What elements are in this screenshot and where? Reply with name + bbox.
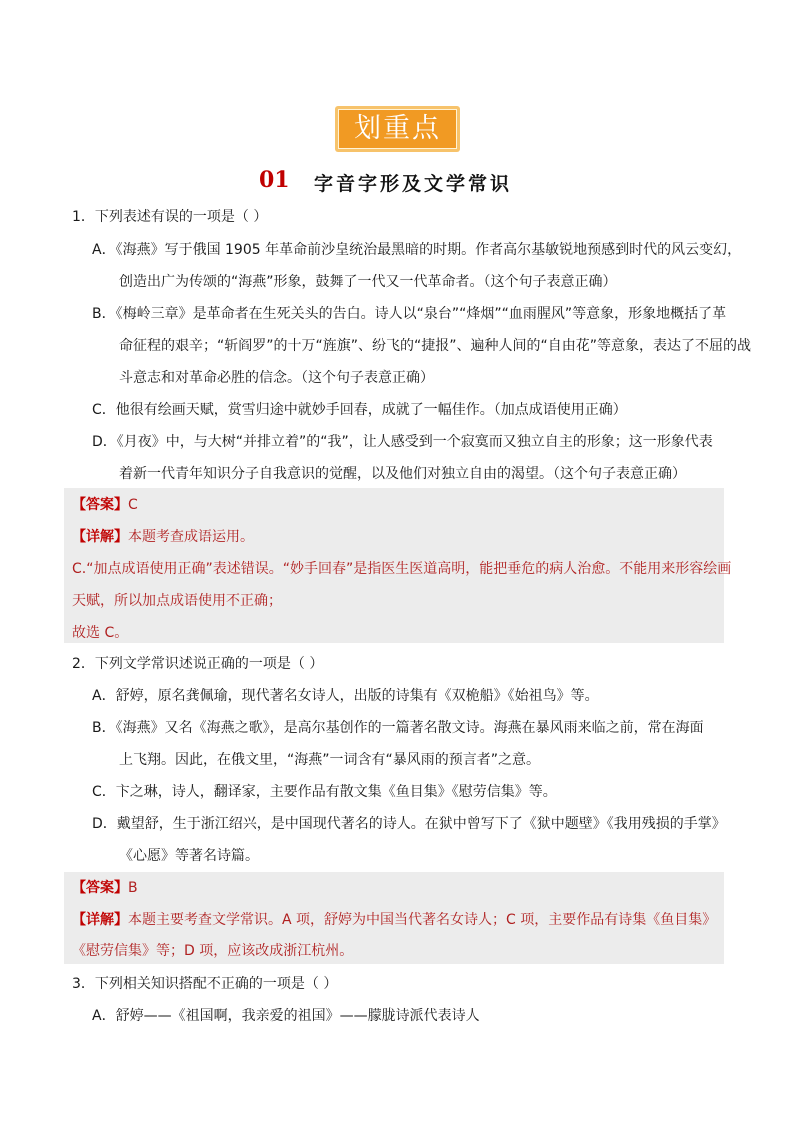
q1-detail-line (72, 527, 254, 547)
question-2-stem: 2．下列文学常识述说正确的一项是（ ） (72, 656, 324, 672)
section-number: 01 (259, 167, 290, 193)
answer-value: C (128, 497, 138, 513)
detail-tag: 【详解】 (72, 912, 128, 928)
section-title: 字音字形及文学常识 (314, 173, 513, 195)
answer-tag: 【答案】 (72, 880, 128, 896)
q1-option-a-line1: A．《海燕》写于俄国 1905 年革命前沙皇统治最黑暗的时期。作者高尔基敏锐地预感到时代的风云变幻， (92, 242, 742, 258)
q2-option-d-line1: D．戴望舒，生于浙江绍兴，是中国现代著名的诗人。在狱中曾写下了《狱中题壁》《我用残损的手掌》 (92, 816, 726, 832)
q1-option-d-line2: 着新一代青年知识分子自我意识的觉醒，以及他们对独立自由的渴望。（这个句子表意正确） (119, 466, 686, 482)
q2-detail-line1 (72, 910, 716, 930)
answer-tag: 【答案】 (72, 497, 128, 513)
detail-tag: 【详解】 (72, 529, 128, 545)
q3-option-a: A．舒婷——《祖国啊，我亲爱的祖国》——朦胧诗派代表诗人 (92, 1008, 480, 1024)
q2-option-c: C．卞之琳，诗人，翻译家，主要作品有散文集《鱼目集》《慰劳信集》等。 (92, 784, 557, 800)
question-1-stem: 1．下列表述有误的一项是（ ） (72, 209, 268, 225)
q2-option-b-line2: 上飞翔。因此，在俄文里，“海燕”一词含有“暴风雨的预言者”之意。 (119, 752, 541, 768)
q1-option-b-line1: B．《梅岭三章》是革命者在生死关头的告白。诗人以“泉台”“烽烟”“血雨腥风”等意象，形象地概括了革 (92, 306, 727, 322)
q1-explanation-line2: 天赋，所以加点成语使用不正确； (72, 593, 282, 609)
highlight-badge (335, 106, 460, 152)
badge-label: 划重点 (338, 109, 457, 149)
q1-answer-line (72, 495, 138, 515)
q1-option-a-line2: 创造出广为传颂的“海燕”形象，鼓舞了一代又一代革命者。（这个句子表意正确） (119, 274, 617, 290)
q2-option-d-line2: 《心愿》等著名诗篇。 (119, 848, 259, 864)
q2-answer-line (72, 878, 138, 898)
q2-detail-line2: 《慰劳信集》等；D 项，应该改成浙江杭州。 (72, 943, 354, 959)
q2-option-a: A．舒婷，原名龚佩瑜，现代著名女诗人，出版的诗集有《双桅船》《始祖鸟》等。 (92, 688, 599, 704)
q1-option-c: C．他很有绘画天赋，赏雪归途中就妙手回春，成就了一幅佳作。（加点成语使用正确） (92, 402, 627, 418)
q1-option-b-line3: 斗意志和对革命必胜的信念。（这个句子表意正确） (119, 370, 434, 386)
detail-text: 本题考查成语运用。 (128, 529, 254, 545)
q1-explanation-line1: C.“加点成语使用正确”表述错误。“妙手回春”是指医生医道高明，能把垂危的病人治愈。不能用来形容绘画 (72, 561, 732, 577)
detail-text: 本题主要考查文学常识。A 项，舒婷为中国当代著名女诗人；C 项，主要作品有诗集《鱼目集》 (128, 912, 717, 928)
answer-value: B (128, 880, 138, 896)
q1-option-d-line1: D．《月夜》中，与大树“并排立着”的“我”，让人感受到一个寂寞而又独立自主的形象；这一形象代表 (92, 434, 713, 450)
q1-explanation-line3: 故选 C。 (72, 625, 129, 641)
question-3-stem: 3．下列相关知识搭配不正确的一项是（ ） (72, 976, 338, 992)
q2-option-b-line1: B．《海燕》又名《海燕之歌》，是高尔基创作的一篇著名散文诗。海燕在暴风雨来临之前，常在海面 (92, 720, 704, 736)
q1-option-b-line2: 命征程的艰辛；“斩阎罗”的十万“旌旗”、纷飞的“捷报”、遍种人间的“自由花”等意象，表达了不屈的战 (119, 338, 752, 354)
